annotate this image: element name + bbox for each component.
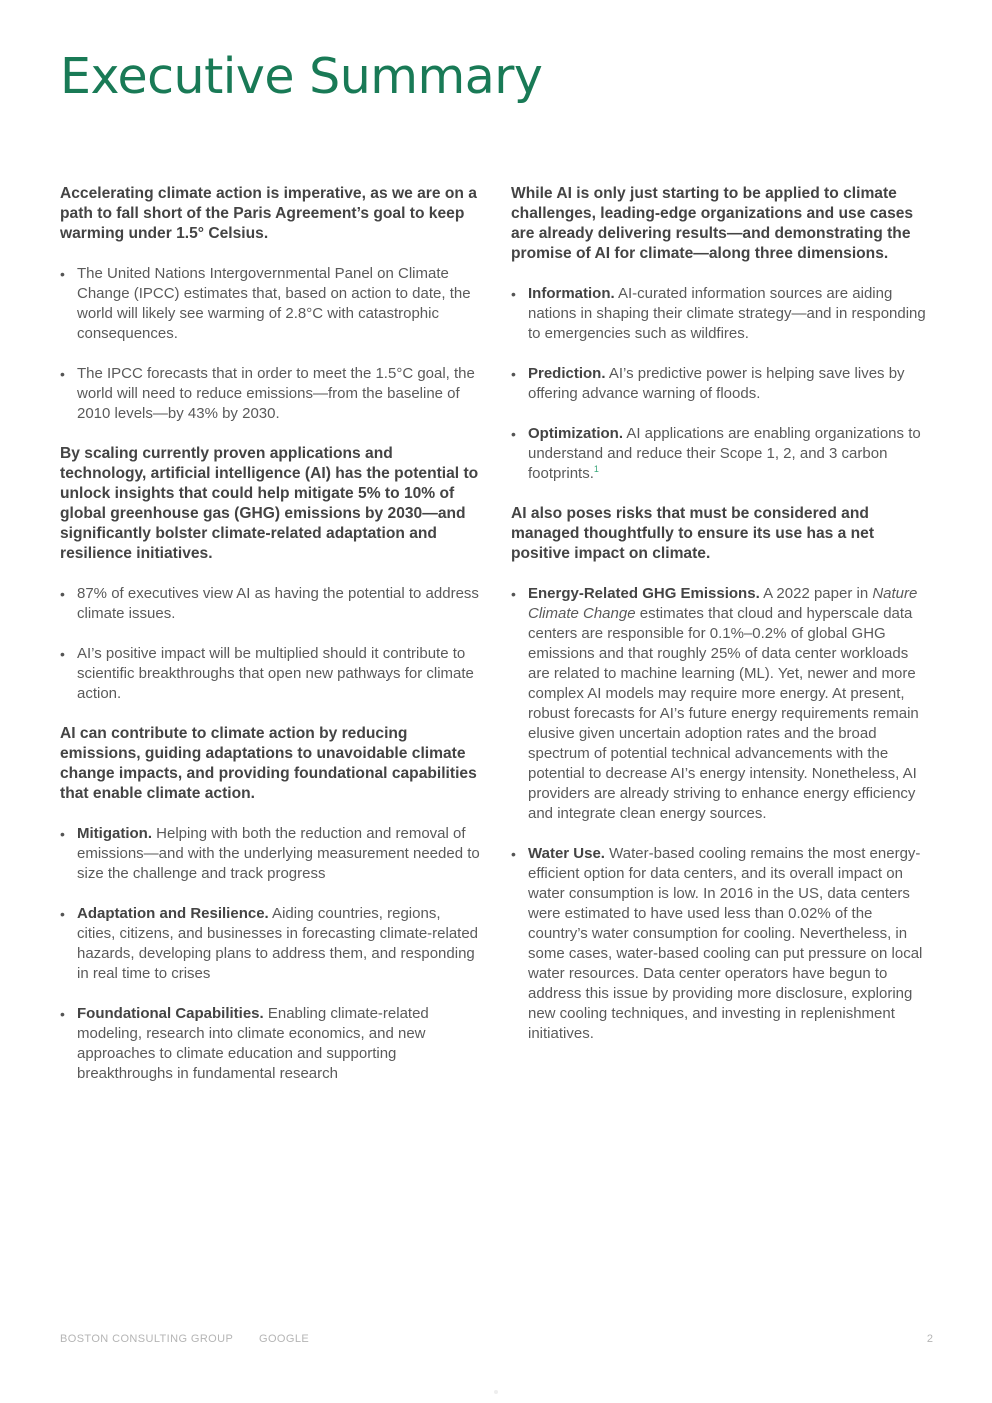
page-marker-dot bbox=[494, 1390, 498, 1394]
bullet-dot-icon: • bbox=[60, 586, 65, 602]
list-item-text: Water-based cooling remains the most energy-efficient option for data centers, and its overall impact on water consumption is low. In 2016 in the US, data centers were estimated to have used less than 0.02% of the country’s water consumption for cooling. Nevertheless, in some cases, water-based cooling can put pressure on local water resources. Data center operators have begun to address this issue by providing more disclosure, exploring new cooling techniques, and investing in replenishment initiatives. bbox=[528, 845, 923, 1042]
page-number: 2 bbox=[926, 1333, 933, 1345]
list-item-text: 87% of executives view AI as having the potential to address climate issues. bbox=[77, 585, 479, 622]
list-item-adaptation bbox=[60, 904, 482, 984]
lead-paragraph-ai-potential: By scaling currently proven applications and technology, artificial intelligence (AI) has the potential to unlock insights that could help mitigate 5% to 10% of global greenhouse gas (GHG) emissions by 2030—and significantly bolster climate-related adaptation and resilience initiatives. bbox=[60, 445, 479, 562]
lead-paragraph-risks: AI also poses risks that must be considered and managed thoughtfully to ensure its use has a net positive impact on climate. bbox=[511, 505, 875, 562]
footnote-marker[interactable]: 1 bbox=[593, 464, 599, 474]
bullet-dot-icon: • bbox=[60, 266, 65, 282]
list-item bbox=[60, 364, 482, 424]
list-item-text: Enabling climate-related modeling, research into climate economics, and new approaches to climate education and supporting breakthroughs in fundamental research bbox=[77, 1005, 429, 1082]
bullet-dot-icon: • bbox=[511, 366, 516, 382]
ai-impact-bullet-list bbox=[60, 584, 482, 704]
lead-paragraph-paris: Accelerating climate action is imperative, as we are on a path to fall short of the Paris Agreement’s goal to keep warming under 1.5° Celsius. bbox=[60, 185, 477, 242]
list-item-mitigation bbox=[60, 824, 482, 884]
list-item-text: AI applications are enabling organizations to understand and reduce their Scope 1, 2, and 3 carbon footprints. bbox=[528, 425, 921, 482]
list-item-term: Adaptation and Resilience. bbox=[77, 905, 269, 922]
list-item-water bbox=[511, 844, 932, 1044]
footer-org-google: GOOGLE bbox=[259, 1333, 310, 1345]
contribution-bullet-list bbox=[60, 824, 482, 1084]
list-item-term: Water Use. bbox=[528, 845, 605, 862]
list-item-foundational bbox=[60, 1004, 482, 1084]
journal-name: Nature Climate Change bbox=[528, 585, 918, 622]
right-column bbox=[511, 184, 932, 1064]
list-item-text: Helping with both the reduction and removal of emissions—and with the underlying measurement needed to size the challenge and track progress bbox=[77, 825, 480, 882]
page-title: Executive Summary bbox=[60, 48, 543, 105]
bullet-dot-icon: • bbox=[60, 366, 65, 382]
list-item-text: The IPCC forecasts that in order to meet the 1.5°C goal, the world will need to reduce emissions—from the baseline of 2010 levels—by 43% by 2030. bbox=[77, 365, 475, 422]
list-item-text: A 2022 paper in bbox=[759, 585, 873, 602]
list-item-term: Energy-Related GHG Emissions. bbox=[528, 585, 760, 602]
bullet-dot-icon: • bbox=[511, 586, 516, 602]
bullet-dot-icon: • bbox=[60, 906, 65, 922]
bullet-dot-icon: • bbox=[511, 426, 516, 442]
dimensions-bullet-list bbox=[511, 284, 932, 484]
bullet-dot-icon: • bbox=[60, 826, 65, 842]
list-item-optimization bbox=[511, 424, 932, 484]
list-item-text: AI’s predictive power is helping save lives by offering advance warning of floods. bbox=[528, 365, 905, 402]
lead-paragraph-contributions: AI can contribute to climate action by reducing emissions, guiding adaptations to unavoidable climate change impacts, and providing foundational capabilities that enable climate action. bbox=[60, 725, 477, 802]
list-item-text: estimates that cloud and hyperscale data centers are responsible for 0.1%–0.2% of global GHG emissions and that roughly 25% of data center workloads are related to machine learning (ML). Yet, newer and more complex AI models may require more energy. At present, robust forecasts for AI’s future energy requirements remain elusive given uncertain adoption rates and the broad spectrum of potential technical advancements with the potential to decrease AI’s energy intensity. Nonetheless, AI providers are already striving to enhance energy efficiency and integrate clean energy sources. bbox=[528, 605, 919, 822]
list-item-term: Mitigation. bbox=[77, 825, 152, 842]
list-item bbox=[60, 584, 482, 624]
list-item-prediction bbox=[511, 364, 932, 404]
list-item bbox=[60, 644, 482, 704]
list-item-information bbox=[511, 284, 932, 344]
risks-bullet-list bbox=[511, 584, 932, 1044]
bullet-dot-icon: • bbox=[60, 646, 65, 662]
list-item-term: Prediction. bbox=[528, 365, 606, 382]
list-item-text: The United Nations Intergovernmental Panel on Climate Change (IPCC) estimates that, based on action to date, the world will likely see warming of 2.8°C with catastrophic consequences. bbox=[77, 265, 471, 342]
ipcc-bullet-list bbox=[60, 264, 482, 424]
bullet-dot-icon: • bbox=[511, 846, 516, 862]
lead-paragraph-dimensions: While AI is only just starting to be applied to climate challenges, leading-edge organizations and use cases are already delivering results—and demonstrating the promise of AI for climate—along three dimensions. bbox=[511, 185, 914, 262]
list-item-energy bbox=[511, 584, 932, 824]
list-item-term: Information. bbox=[528, 285, 615, 302]
footer-org-bcg: BOSTON CONSULTING GROUP bbox=[60, 1333, 234, 1345]
list-item-text: AI’s positive impact will be multiplied should it contribute to scientific breakthroughs that open new pathways for climate action. bbox=[77, 645, 474, 702]
list-item bbox=[60, 264, 482, 344]
left-column bbox=[60, 184, 482, 1104]
list-item-term: Optimization. bbox=[528, 425, 623, 442]
bullet-dot-icon: • bbox=[511, 286, 516, 302]
list-item-text: Aiding countries, regions, cities, citizens, and businesses in forecasting climate-related hazards, developing plans to address them, and responding in real time to crises bbox=[77, 905, 479, 982]
list-item-text: AI-curated information sources are aiding nations in shaping their climate strategy—and in responding to emergencies such as wildfires. bbox=[528, 285, 926, 342]
list-item-term: Foundational Capabilities. bbox=[77, 1005, 264, 1022]
bullet-dot-icon: • bbox=[60, 1006, 65, 1022]
